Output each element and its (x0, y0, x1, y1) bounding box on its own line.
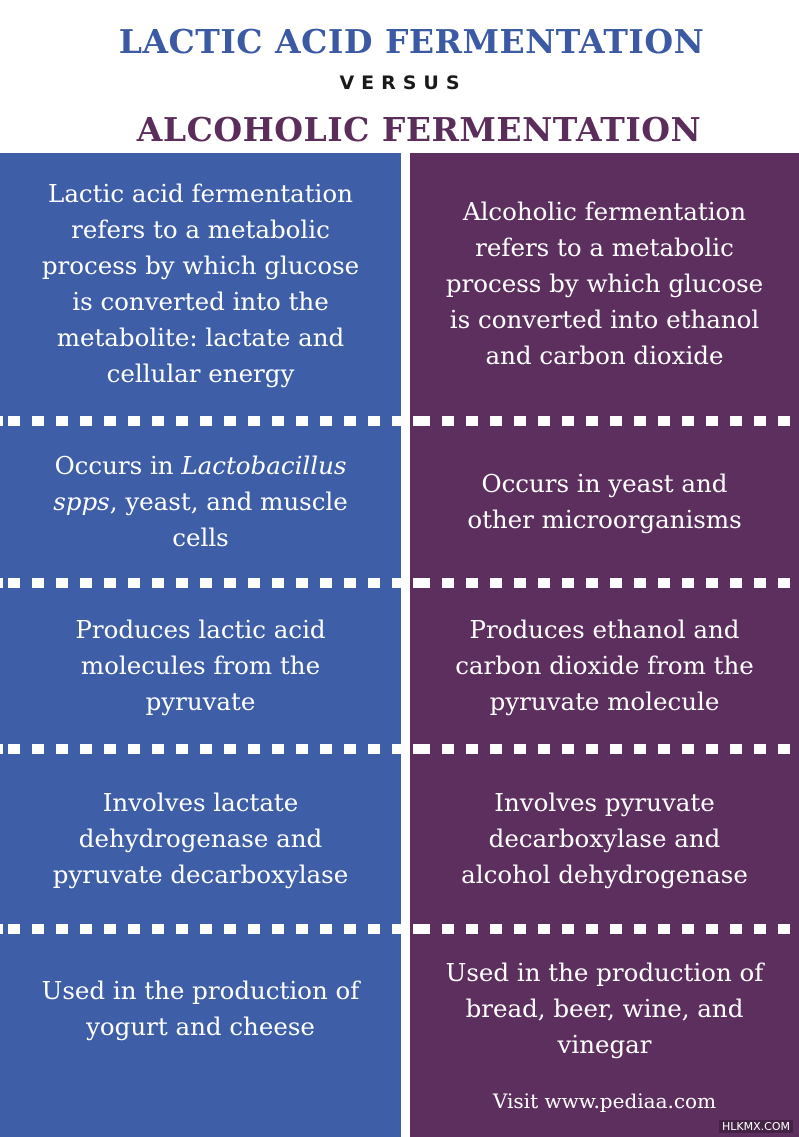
text-line: vinegar (557, 1030, 652, 1059)
title-alcoholic-fermentation: ALCOHOLIC FERMENTATION (136, 110, 702, 149)
footer-credit (410, 1089, 799, 1113)
text-line: Involves lactate (102, 788, 299, 817)
text-line (53, 484, 348, 520)
text-line: pyruvate (145, 687, 256, 716)
text-line: Produces lactic acid (75, 615, 326, 644)
title-lactic-acid-fermentation: LACTIC ACID FERMENTATION (118, 22, 705, 61)
text-line: alcohol dehydrogenase (461, 860, 748, 889)
dotted-separator (410, 578, 799, 588)
text-line: process by which glucose (445, 269, 764, 298)
right-column-row-5 (410, 935, 799, 1083)
right-column-row-4 (410, 755, 799, 923)
dotted-separator (0, 578, 401, 588)
text-segment: Occurs in (54, 451, 182, 480)
dotted-separator (0, 924, 401, 934)
text-line: refers to a metabolic (475, 233, 734, 262)
right-column-row-1 (410, 153, 799, 415)
dotted-separator (0, 416, 401, 426)
text-line: pyruvate molecule (489, 687, 720, 716)
text-line: other microorganisms (467, 505, 742, 534)
text-line (53, 520, 348, 556)
left-column-row-1 (0, 153, 401, 415)
text-line: refers to a metabolic (71, 215, 330, 244)
text-line: process by which glucose (41, 251, 360, 280)
left-column-row-3 (0, 589, 401, 743)
credit-text: Visit www.pediaa.com (492, 1089, 717, 1113)
text-segment: cells (172, 523, 229, 552)
watermark: HLKMX.COM (719, 1120, 793, 1133)
left-column-row-4 (0, 755, 401, 923)
cell-text (75, 612, 325, 720)
text-line: decarboxylase and (488, 824, 721, 853)
text-line: Alcoholic fermentation (462, 197, 747, 226)
cell-text (53, 785, 348, 893)
dotted-separator (0, 744, 401, 754)
text-line: bread, beer, wine, and (465, 994, 744, 1023)
alcoholic-column (410, 153, 799, 1137)
italic-term: Lactobacillus (181, 451, 347, 480)
text-segment: , yeast, and muscle (109, 487, 348, 516)
text-line (53, 448, 348, 484)
cell-text (461, 785, 748, 893)
cell-text (42, 973, 360, 1045)
cell-text (446, 194, 763, 374)
header (0, 0, 799, 153)
text-line: molecules from the (80, 651, 321, 680)
text-line: is converted into ethanol (449, 305, 760, 334)
dotted-separator (410, 744, 799, 754)
dotted-separator (410, 924, 799, 934)
cell-text (446, 955, 764, 1063)
text-line: carbon dioxide from the (455, 651, 754, 680)
text-line: Produces ethanol and (469, 615, 740, 644)
italic-term: spps (53, 487, 110, 516)
cell-text (467, 466, 741, 538)
text-line: Used in the production of (445, 958, 764, 987)
right-column-row-2 (410, 427, 799, 577)
text-line: pyruvate decarboxylase (52, 860, 349, 889)
text-line: yogurt and cheese (86, 1012, 315, 1041)
text-line: is converted into the (72, 287, 329, 316)
text-line: metabolite: lactate and (56, 323, 345, 352)
lactic-acid-column (0, 153, 401, 1137)
text-line: dehydrogenase and (78, 824, 323, 853)
text-line: Occurs in yeast and (481, 469, 728, 498)
text-line: Lactic acid fermentation (48, 179, 353, 208)
left-column-row-2 (0, 427, 401, 577)
text-line: cellular energy (106, 359, 295, 388)
cell-text (53, 448, 348, 556)
right-column-row-3 (410, 589, 799, 743)
text-line: Used in the production of (41, 976, 360, 1005)
versus-label: VERSUS (339, 72, 467, 94)
left-column-row-5 (0, 935, 401, 1083)
cell-text (455, 612, 754, 720)
text-line: Involves pyruvate (494, 788, 715, 817)
dotted-separator (410, 416, 799, 426)
text-line: and carbon dioxide (485, 341, 724, 370)
cell-text (42, 176, 359, 392)
